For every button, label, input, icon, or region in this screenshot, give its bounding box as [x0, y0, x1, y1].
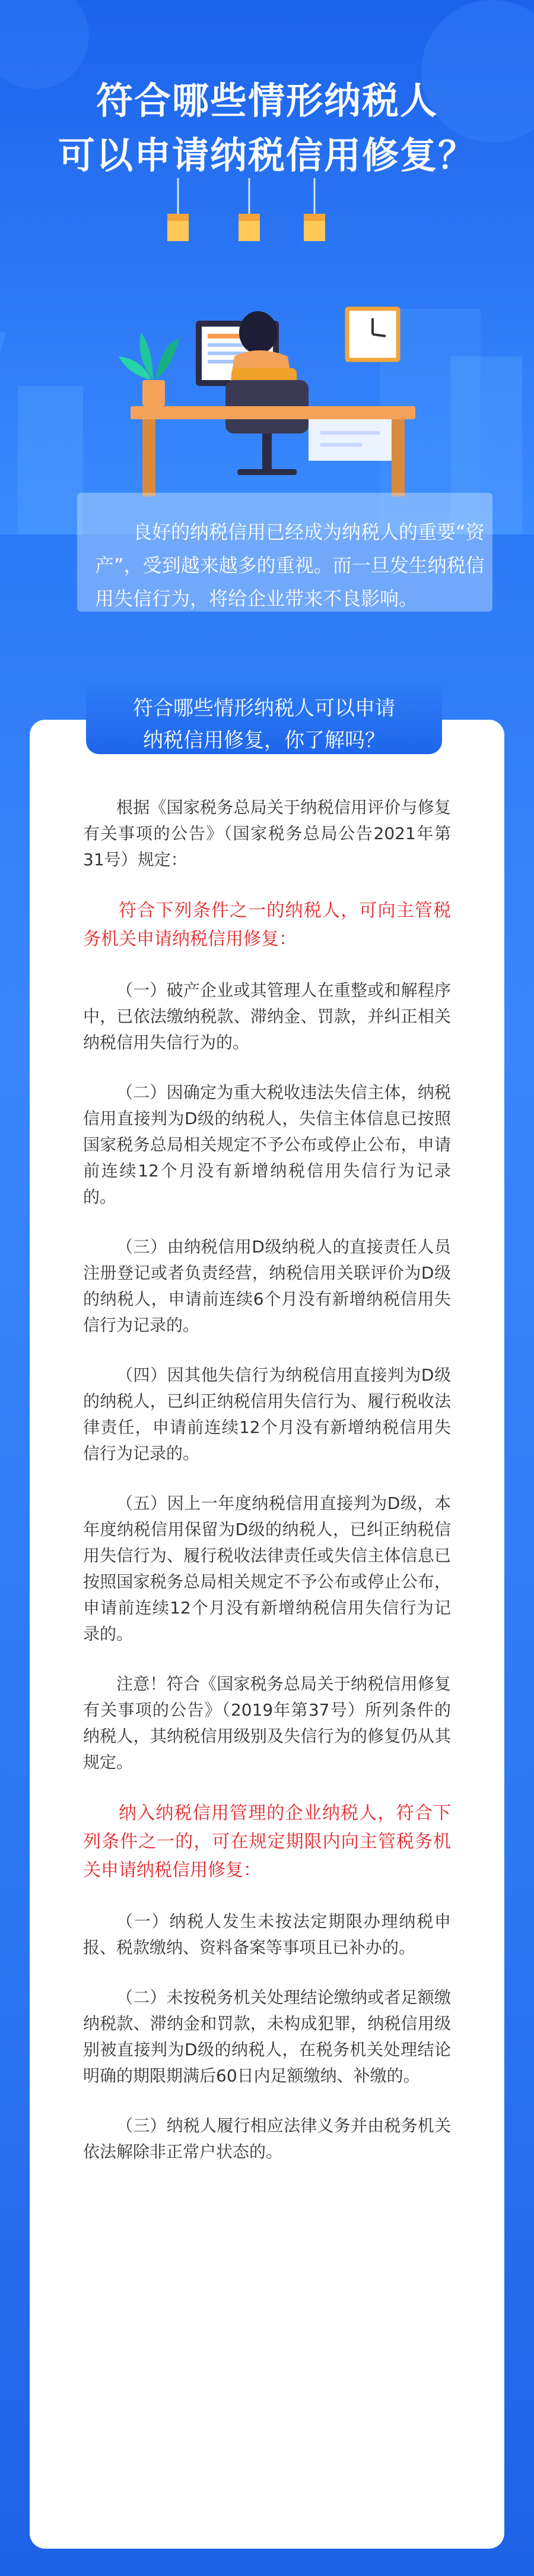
card-header-line1: 符合哪些情形纳税人可以申请	[133, 697, 395, 720]
wall-clock-icon	[347, 309, 398, 360]
page-title-line1: 符合哪些情形纳税人	[96, 79, 438, 122]
hero-banner	[0, 0, 534, 534]
page-title-line2: 可以申请纳税信用修复？	[58, 134, 476, 177]
potted-plant-icon	[119, 333, 179, 406]
pendant-lamp-icon	[167, 178, 325, 241]
highlight-condition-header-2: 纳入纳税信用管理的企业纳税人，符合下列条件之一的，可在规定期限内向主管税务机关申请纳税信用修复：	[83, 1803, 451, 1881]
paragraph-note: 注意！符合《国家税务总局关于纳税信用修复有关事项的公告》（2019年第37号）所列条件的纳税人，其纳税信用级别及失信行为的修复仍从其规定。	[83, 1674, 451, 1772]
paragraph-condition-1: （一）破产企业或其管理人在重整或和解程序中，已依法缴纳税款、滞纳金、罚款，并纠正相关纳税信用失信行为的。	[83, 980, 451, 1052]
paragraph-condition-4: （四）因其他失信行为纳税信用直接判为D级的纳税人，已纠正纳税信用失信行为、履行税收法律责任，申请前连续12个月没有新增纳税信用失信行为记录的。	[83, 1365, 451, 1463]
paragraph-condition-5: （五）因上一年度纳税信用直接判为D级，本年度纳税信用保留为D级的纳税人，已纠正纳税信用失信行为、履行税收法律责任或失信主体信息已按照国家税务总局相关规定不予公布或停止公布，申请前连续12个月没有新增纳税信用失信行为记录的。	[83, 1493, 451, 1644]
highlight-condition-header-1: 符合下列条件之一的纳税人，可向主管税务机关申请纳税信用修复：	[83, 900, 451, 950]
office-illustration	[0, 0, 534, 534]
card-content	[83, 795, 451, 2189]
card-header-tab	[86, 683, 442, 754]
paragraph-condition-2: （二）因确定为重大税收违法失信主体，纳税信用直接判为D级的纳税人，失信主体信息已按照国家税务总局相关规定不予公布或停止公布，申请前连续12个月没有新增纳税信用失信行为记录的。	[83, 1083, 451, 1207]
paragraph-condition-3: （三）由纳税信用D级纳税人的直接责任人员注册登记或者负责经营，纳税信用关联评价为D级的纳税人，申请前连续6个月没有新增纳税信用失信行为记录的。	[83, 1237, 451, 1335]
card-header-line2: 纳税信用修复，你了解吗？	[143, 729, 385, 752]
paragraph-basis: 根据《国家税务总局关于纳税信用评价与修复有关事项的公告》（国家税务总局公告2021年第31号）规定：	[83, 798, 451, 869]
office-chair	[225, 380, 309, 475]
paragraph-condition-b1: （一）纳税人发生未按法定期限办理纳税申报、税款缴纳、资料备案等事项且已补办的。	[83, 1912, 451, 1957]
paragraph-condition-b2: （二）未按税务机关处理结论缴纳或者足额缴纳税款、滞纳金和罚款，未构成犯罪，纳税信用级别被直接判为D级的纳税人，在税务机关处理结论明确的期限期满后60日内足额缴纳、补缴的。	[83, 1988, 451, 2086]
paragraph-condition-b3: （三）纳税人履行相应法律义务并由税务机关依法解除非正常户状态的。	[83, 2116, 451, 2162]
intro-text: 良好的纳税信用已经成为纳税人的重要“资产”，受到越来越多的重视。而一旦发生纳税信用失信行为，将给企业带来不良影响。	[95, 521, 485, 610]
